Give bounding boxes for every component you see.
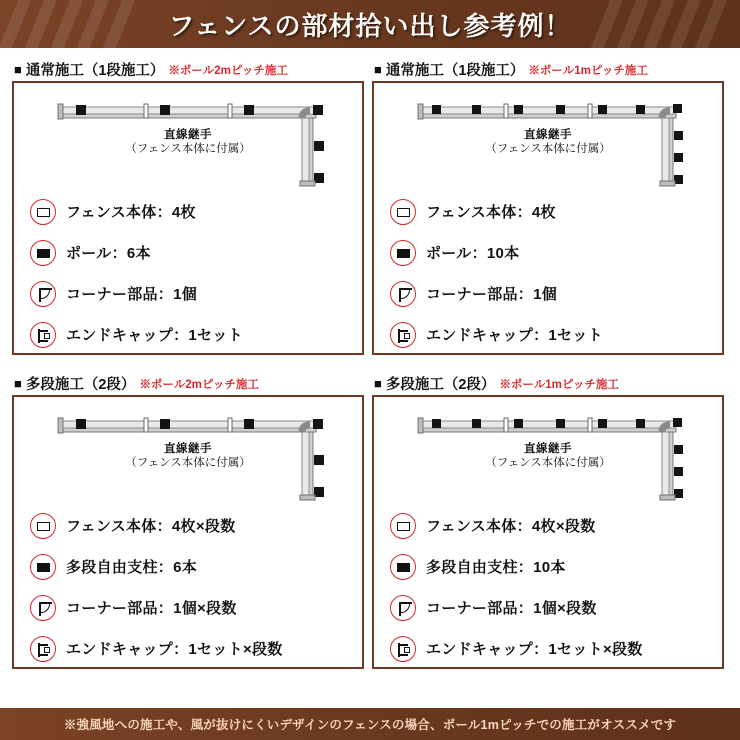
legend-label: 多段自由支柱：6本 bbox=[66, 559, 198, 576]
panel-heading bbox=[372, 56, 724, 78]
legend-label: コーナー部品：1個 bbox=[66, 286, 198, 303]
legend-label: エンドキャップ：1セット bbox=[66, 327, 243, 344]
diagram-caption bbox=[374, 128, 722, 157]
legend-row bbox=[390, 628, 706, 669]
legend-row bbox=[30, 191, 346, 232]
panel-heading bbox=[12, 56, 364, 78]
corner-part-icon bbox=[390, 281, 416, 307]
square-bullet-icon: ■ bbox=[14, 62, 22, 77]
legend-row bbox=[30, 232, 346, 273]
square-bullet-icon: ■ bbox=[374, 62, 382, 77]
square-bullet-icon: ■ bbox=[14, 376, 22, 391]
diagram-caption-line2: （フェンス本体に付属） bbox=[485, 457, 611, 470]
fence-panel-icon bbox=[390, 199, 416, 225]
diagram-caption-line2: （フェンス本体に付属） bbox=[125, 143, 251, 156]
panel-normal-1m bbox=[372, 56, 724, 355]
parts-legend bbox=[374, 505, 722, 669]
panel-body bbox=[12, 395, 364, 669]
fence-layout-diagram bbox=[374, 83, 722, 191]
legend-label: フェンス本体：4枚×段数 bbox=[426, 518, 596, 535]
diagram-caption-line2: （フェンス本体に付属） bbox=[125, 457, 251, 470]
panel-heading bbox=[12, 370, 364, 392]
pole-icon bbox=[30, 554, 56, 580]
fence-layout-diagram bbox=[374, 397, 722, 505]
pole-icon bbox=[30, 240, 56, 266]
legend-label: ポール：10本 bbox=[426, 245, 520, 262]
parts-legend bbox=[14, 191, 362, 355]
legend-label: 多段自由支柱：10本 bbox=[426, 559, 566, 576]
panel-body bbox=[372, 395, 724, 669]
diagram-caption-line1: 直線継手 bbox=[164, 443, 212, 455]
panel-title: 多段施工（2段） bbox=[25, 376, 136, 393]
legend-row bbox=[30, 505, 346, 546]
panel-title: 多段施工（2段） bbox=[385, 376, 496, 393]
legend-row bbox=[390, 546, 706, 587]
pole-icon bbox=[390, 554, 416, 580]
legend-row bbox=[390, 314, 706, 355]
panel-title: 通常施工（1段施工） bbox=[25, 62, 165, 79]
diagram-caption bbox=[374, 442, 722, 471]
diagram-caption bbox=[14, 442, 362, 471]
end-cap-icon bbox=[30, 636, 56, 662]
corner-part-icon bbox=[30, 281, 56, 307]
legend-row bbox=[30, 628, 346, 669]
corner-part-icon bbox=[30, 595, 56, 621]
panel-body bbox=[372, 81, 724, 355]
fence-layout-diagram bbox=[14, 83, 362, 191]
legend-row bbox=[390, 191, 706, 232]
legend-label: エンドキャップ：1セット×段数 bbox=[426, 641, 643, 658]
diagram-caption bbox=[14, 128, 362, 157]
legend-row bbox=[30, 546, 346, 587]
panel-grid bbox=[0, 48, 740, 708]
legend-row bbox=[30, 587, 346, 628]
end-cap-icon bbox=[390, 636, 416, 662]
legend-label: フェンス本体：4枚 bbox=[66, 204, 196, 221]
legend-label: コーナー部品：1個 bbox=[426, 286, 558, 303]
diagram-caption-line2: （フェンス本体に付属） bbox=[485, 143, 611, 156]
panel-heading bbox=[372, 370, 724, 392]
parts-legend bbox=[374, 191, 722, 355]
footer-note: ※強風地への施工や、風が抜けにくいデザインのフェンスの場合、ポール1mピッチでの施工がオススメです bbox=[63, 718, 677, 732]
legend-row bbox=[30, 273, 346, 314]
legend-label: コーナー部品：1個×段数 bbox=[426, 600, 597, 617]
pole-icon bbox=[390, 240, 416, 266]
fence-panel-icon bbox=[390, 513, 416, 539]
footer-banner bbox=[0, 708, 740, 740]
end-cap-icon bbox=[30, 322, 56, 348]
square-bullet-icon: ■ bbox=[374, 376, 382, 391]
fence-panel-icon bbox=[30, 199, 56, 225]
page-title: フェンスの部材拾い出し参考例！ bbox=[168, 10, 572, 41]
panel-multi-2m bbox=[12, 370, 364, 669]
legend-label: フェンス本体：4枚 bbox=[426, 204, 556, 221]
diagram-caption-line1: 直線継手 bbox=[524, 129, 572, 141]
corner-part-icon bbox=[390, 595, 416, 621]
legend-row bbox=[390, 587, 706, 628]
panel-note: ※ポール1mピッチ施工 bbox=[528, 64, 648, 77]
panel-normal-2m bbox=[12, 56, 364, 355]
fence-layout-diagram bbox=[14, 397, 362, 505]
parts-legend bbox=[14, 505, 362, 669]
legend-row bbox=[390, 232, 706, 273]
legend-label: エンドキャップ：1セット×段数 bbox=[66, 641, 283, 658]
legend-row bbox=[30, 314, 346, 355]
legend-label: フェンス本体：4枚×段数 bbox=[66, 518, 236, 535]
panel-body bbox=[12, 81, 364, 355]
header-banner bbox=[0, 0, 740, 48]
diagram-caption-line1: 直線継手 bbox=[524, 443, 572, 455]
legend-label: エンドキャップ：1セット bbox=[426, 327, 603, 344]
legend-label: コーナー部品：1個×段数 bbox=[66, 600, 237, 617]
legend-row bbox=[390, 273, 706, 314]
panel-note: ※ポール2mピッチ施工 bbox=[139, 378, 259, 391]
panel-multi-1m bbox=[372, 370, 724, 669]
legend-row bbox=[390, 505, 706, 546]
fence-panel-icon bbox=[30, 513, 56, 539]
panel-note: ※ポール1mピッチ施工 bbox=[499, 378, 619, 391]
panel-title: 通常施工（1段施工） bbox=[385, 62, 525, 79]
legend-label: ポール：6本 bbox=[66, 245, 151, 262]
end-cap-icon bbox=[390, 322, 416, 348]
panel-note: ※ポール2mピッチ施工 bbox=[168, 64, 288, 77]
diagram-caption-line1: 直線継手 bbox=[164, 129, 212, 141]
